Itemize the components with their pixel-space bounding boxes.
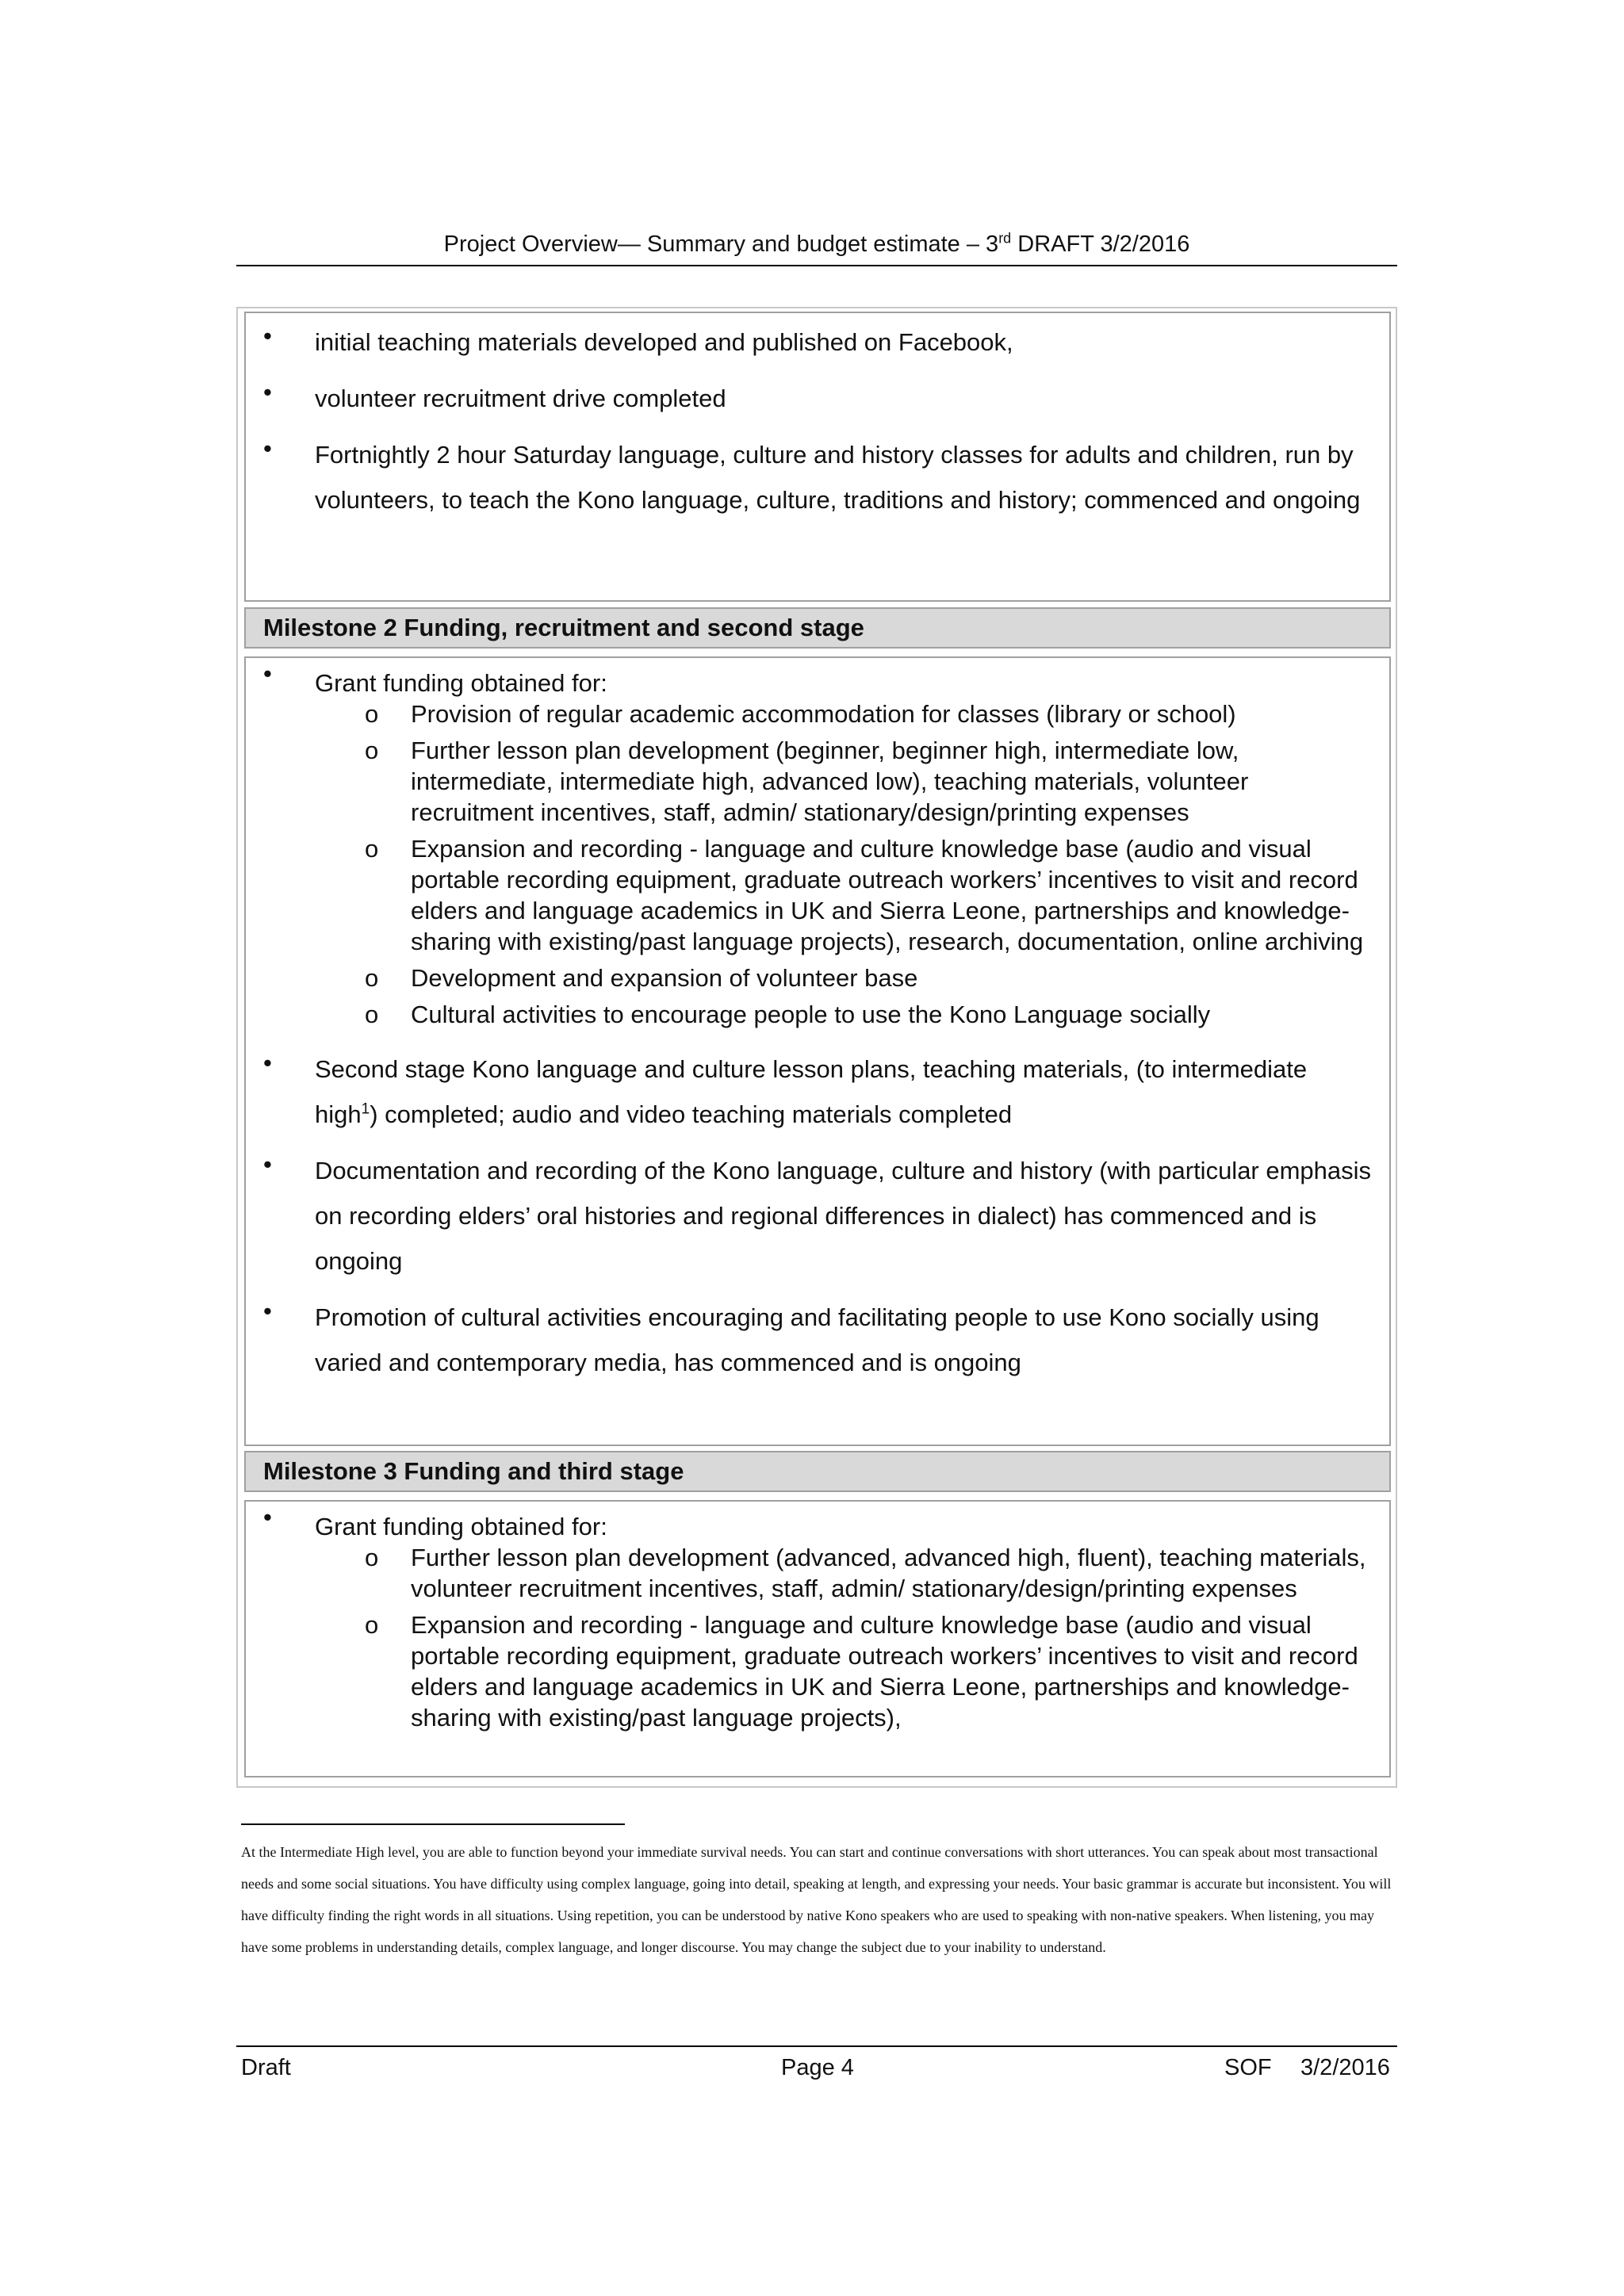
sublist-item: o Expansion and recording - language and culture knowledge base (audio and visual portable recording equipment, graduate outreach workers’ incentives to visit and record elders and language academics in UK and Sierra Leone, partnerships and knowledge-sharing with existing/past language projects), <box>246 1609 1389 1739</box>
footnote-separator <box>241 1823 625 1825</box>
footer-draft-label: Draft <box>241 2055 291 2080</box>
second-stage-text-end: ) completed; audio and video teaching materials completed <box>370 1100 1013 1128</box>
milestone-3-cell <box>244 1500 1391 1777</box>
milestone-3-heading: Milestone 3 Funding and third stage <box>244 1451 1391 1492</box>
page-header <box>236 230 1397 266</box>
grant-sublist <box>315 1542 1373 1739</box>
list-item: • initial teaching materials developed and published on Facebook, <box>246 313 1389 369</box>
sublist-item: o Expansion and recording - language and culture knowledge base (audio and visual portable recording equipment, graduate outreach workers’ incentives to visit and record elders and language academics in UK and Sierra Leone, partnerships and knowledge-sharing with existing/past language projects), research, documentation, online archiving <box>246 833 1389 962</box>
header-title <box>236 230 1397 258</box>
list-item: • volunteer recruitment drive completed <box>246 369 1389 426</box>
sublist-item: o Development and expansion of volunteer base <box>246 962 1389 999</box>
footnote-reference[interactable]: 1 <box>361 1100 370 1118</box>
page-footer <box>236 2045 1397 2079</box>
grant-sublist <box>315 698 1373 1035</box>
grant-intro: Grant funding obtained for: <box>315 1513 607 1540</box>
list-item: • Documentation and recording of the Kono language, culture and history (with particular emphasis on recording elders’ oral histories and regional differences in dialect) has commenced and is ongoing <box>246 1142 1389 1288</box>
intro-cell <box>244 312 1391 602</box>
header-title-date: DRAFT 3/2/2016 <box>1011 232 1190 257</box>
list-item: • Promotion of cultural activities encouraging and facilitating people to use Kono socially using varied and contemporary media, has commenced and is ongoing <box>246 1288 1389 1390</box>
sublist-item: o Provision of regular academic accommodation for classes (library or school) <box>246 698 1389 735</box>
list-item <box>246 1040 1389 1142</box>
second-stage-text: Second stage Kono language and culture lesson plans, teaching materials, (to intermediate high <box>315 1055 1308 1128</box>
header-title-superscript: rd <box>998 230 1012 247</box>
milestone-2-heading: Milestone 2 Funding, recruitment and second stage <box>244 607 1391 649</box>
footnote: At the Intermediate High level, you are able to function beyond your immediate survival needs. You can start and continue conversations with short utterances. You can speak about most transactional needs and some social situations. You have difficulty using complex language, going into detail, speaking at length, and expressing your needs. Your basic grammar is accurate but inconsistent. You will have difficulty finding the right words in all situations. Using repetition, you can be understood by native Kono speakers who are used to speaking with non-native speakers. When listening, you may have some problems in understanding details, complex language, and longer discourse. You may change the subject due to your inability to understand. <box>241 1844 1392 1955</box>
list-item: • Fortnightly 2 hour Saturday language, culture and history classes for adults and children, run by volunteers, to teach the Kono language, culture, traditions and history; commenced and ongoing <box>246 426 1389 527</box>
grant-intro: Grant funding obtained for: <box>315 669 607 697</box>
list-item <box>246 658 1389 1040</box>
milestone-2-cell <box>244 656 1391 1446</box>
intro-list <box>246 313 1389 527</box>
sublist-item: o Further lesson plan development (beginner, beginner high, intermediate low, intermediate, intermediate high, advanced low), teaching materials, volunteer recruitment incentives, staff, admin/ stationary/design/printing expenses <box>246 735 1389 833</box>
milestone-2-list <box>246 658 1389 1390</box>
footer-date: 3/2/2016 <box>1300 2055 1390 2080</box>
header-title-text: Project Overview— Summary and budget estimate – 3 <box>443 232 999 257</box>
sublist-item: o Further lesson plan development (advanced, advanced high, fluent), teaching materials, volunteer recruitment incentives, staff, admin/ stationary/design/printing expenses <box>246 1542 1389 1609</box>
list-item <box>246 1502 1389 1743</box>
sublist-item: o Cultural activities to encourage people to use the Kono Language socially <box>246 999 1389 1035</box>
milestone-3-list <box>246 1502 1389 1743</box>
footer-page-number: Page 4 <box>781 2055 854 2080</box>
footer-org: SOF <box>1224 2055 1272 2080</box>
